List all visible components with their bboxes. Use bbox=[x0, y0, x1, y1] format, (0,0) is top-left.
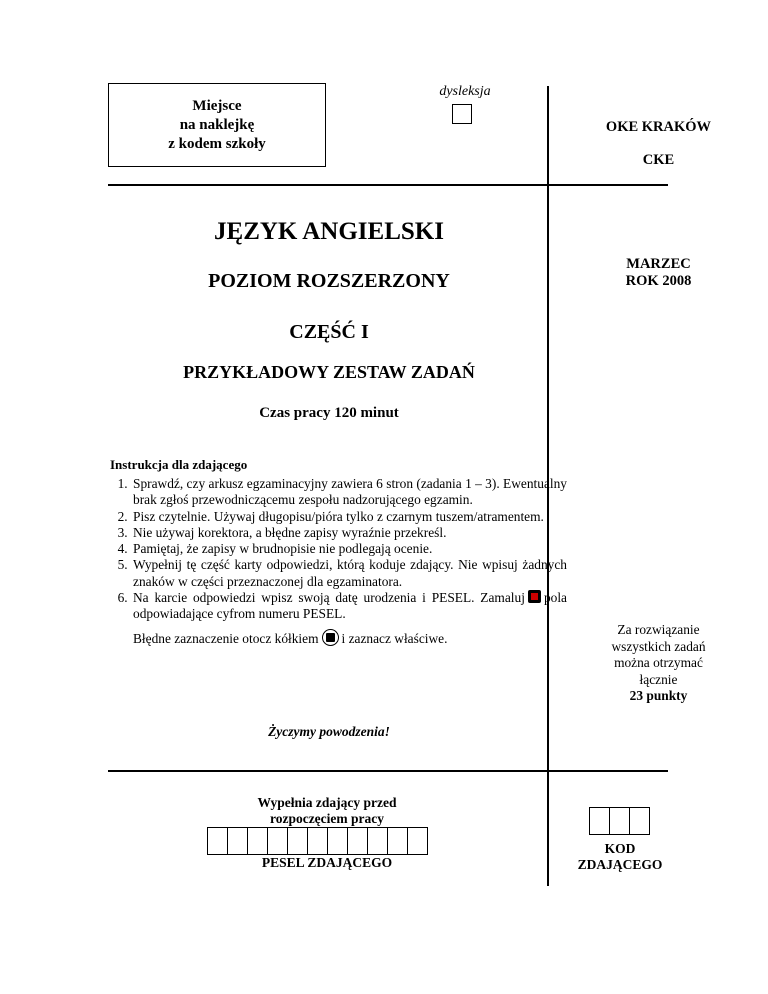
dyslexia-checkbox[interactable] bbox=[452, 104, 472, 124]
code-digit-box[interactable] bbox=[629, 807, 650, 835]
pesel-input-grid[interactable] bbox=[208, 827, 428, 855]
subject-title: JĘZYK ANGIELSKI bbox=[214, 218, 444, 245]
exam-duration: Czas pracy 120 minut bbox=[259, 405, 399, 421]
filled-square-icon bbox=[528, 590, 541, 603]
level-title: POZIOM ROZSZERZONY bbox=[208, 270, 450, 292]
code-digit-box[interactable] bbox=[589, 807, 610, 835]
pesel-instruction-line-2: rozpoczęciem pracy bbox=[269, 811, 385, 826]
points-line-1: Za rozwiązanie bbox=[617, 622, 700, 637]
cke: CKE bbox=[642, 152, 675, 168]
pesel-digit-box[interactable] bbox=[227, 827, 248, 855]
instruction-item-1: 1. Sprawdź, czy arkusz egzaminacyjny zawiera 6 stron (zadania 1 – 3). Ewentualny brak zgłoś przewodniczącemu zespołu nadzorującego egzamin. bbox=[131, 476, 567, 509]
sticker-line-3: z kodem szkoły bbox=[168, 135, 266, 152]
pesel-digit-box[interactable] bbox=[367, 827, 388, 855]
pesel-instruction-line-1: Wypełnia zdający przed bbox=[257, 795, 397, 810]
sticker-line-1: Miejsce bbox=[192, 97, 242, 114]
points-line-4: łącznie bbox=[639, 671, 678, 687]
code-digit-box[interactable] bbox=[609, 807, 630, 835]
pesel-digit-box[interactable] bbox=[287, 827, 308, 855]
points-info bbox=[549, 622, 768, 705]
instructions-list bbox=[108, 476, 567, 647]
instruction-6-text-c: Błędne zaznaczenie otocz kółkiem bbox=[133, 630, 319, 646]
set-title: PRZYKŁADOWY ZESTAW ZADAŃ bbox=[183, 362, 475, 382]
pesel-digit-box[interactable] bbox=[247, 827, 268, 855]
candidate-code-grid[interactable] bbox=[590, 807, 650, 835]
exam-date-month: MARZEC bbox=[626, 256, 691, 272]
instruction-6-text-a: Na karcie odpowiedzi wpisz swoją datę urodzenia i PESEL. Zamaluj bbox=[133, 590, 525, 606]
pesel-digit-box[interactable] bbox=[307, 827, 328, 855]
instruction-item-6 bbox=[131, 590, 567, 647]
pesel-digit-box[interactable] bbox=[387, 827, 408, 855]
instruction-6-text-b: pola odpowiadające cyfrom numeru PESEL. bbox=[133, 590, 567, 622]
sticker-line-2: na naklejkę bbox=[179, 116, 255, 133]
circled-square-icon bbox=[322, 629, 339, 646]
footer-divider bbox=[108, 770, 668, 772]
header-divider bbox=[108, 184, 668, 186]
pesel-instruction bbox=[200, 795, 454, 827]
instruction-item-5: 5. Wypełnij tę część karty odpowiedzi, którą koduje zdający. Nie wpisuj żadnych znaków w części przeznaczonej dla egzaminatora. bbox=[131, 557, 567, 590]
good-luck-message: Życzymy powodzenia! bbox=[268, 724, 390, 739]
instructions-heading: Instrukcja dla zdającego bbox=[110, 457, 248, 472]
pesel-digit-box[interactable] bbox=[207, 827, 228, 855]
pesel-digit-box[interactable] bbox=[327, 827, 348, 855]
points-total: 23 punkty bbox=[629, 688, 688, 703]
exam-date-year: ROK 2008 bbox=[625, 273, 692, 289]
instruction-item-2: 2. Pisz czytelnie. Używaj długopisu/pióra tylko z czarnym tuszem/atramentem. bbox=[131, 509, 567, 525]
points-line-2: wszystkich zadań bbox=[611, 638, 706, 654]
pesel-digit-box[interactable] bbox=[407, 827, 428, 855]
exam-date bbox=[549, 256, 768, 290]
oke-krakow: OKE KRAKÓW bbox=[605, 119, 712, 135]
part-title: CZĘŚĆ I bbox=[289, 321, 369, 343]
instruction-6-text-d: i zaznacz właściwe. bbox=[341, 630, 448, 646]
code-label-line-1: KOD bbox=[604, 841, 636, 856]
pesel-digit-box[interactable] bbox=[267, 827, 288, 855]
instruction-item-3: 3. Nie używaj korektora, a błędne zapisy wyraźnie przekreśl. bbox=[131, 525, 567, 541]
school-code-sticker-box bbox=[108, 83, 326, 167]
code-label-line-2: ZDAJĄCEGO bbox=[577, 857, 663, 872]
candidate-code-label bbox=[560, 841, 680, 873]
dyslexia-label: dysleksja bbox=[439, 84, 491, 99]
pesel-label: PESEL ZDAJĄCEGO bbox=[261, 855, 393, 870]
points-line-3: można otrzymać bbox=[614, 655, 703, 670]
instruction-item-4: 4. Pamiętaj, że zapisy w brudnopisie nie podlegają ocenie. bbox=[131, 541, 567, 557]
pesel-digit-box[interactable] bbox=[347, 827, 368, 855]
